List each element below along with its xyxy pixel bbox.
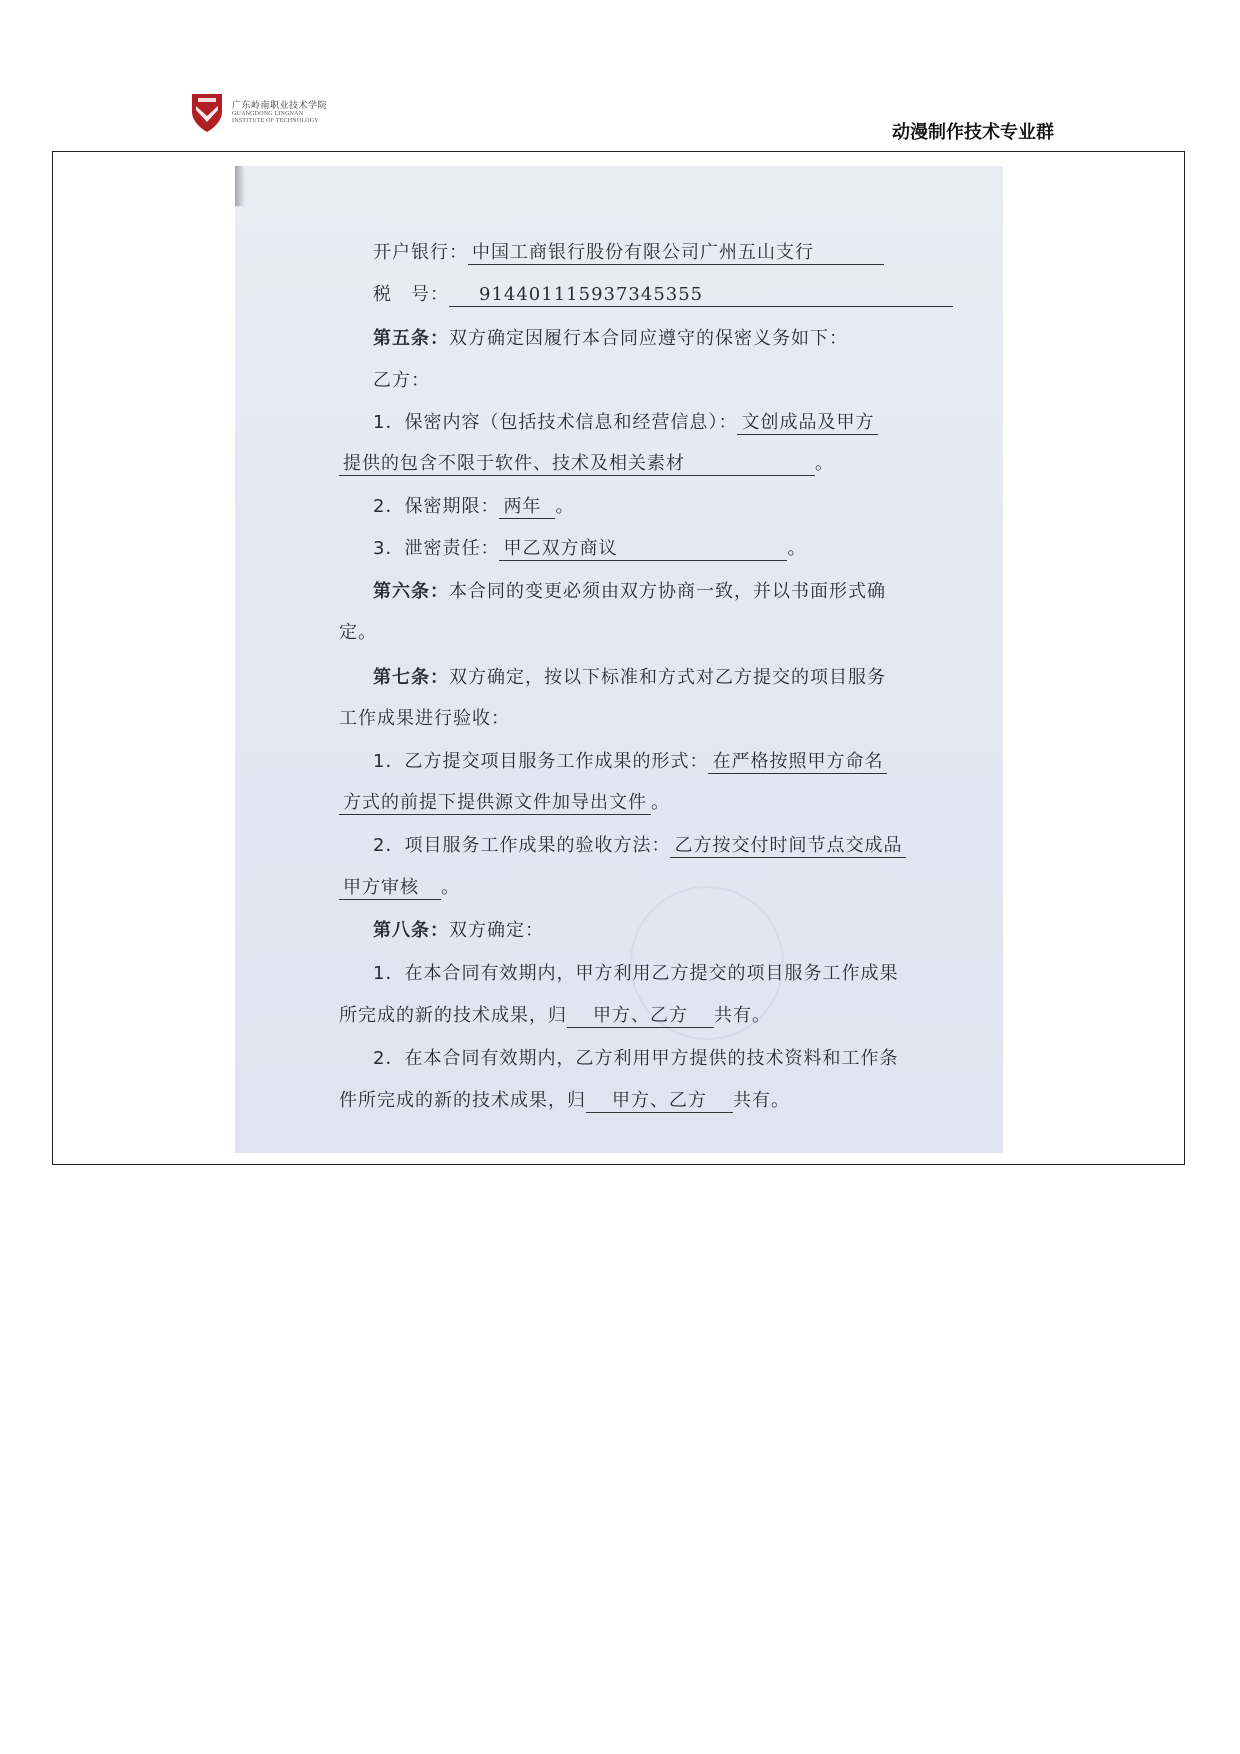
- article-8-item1-value: 甲方、乙方: [567, 1006, 714, 1028]
- article-7-item1-prefix: 1．乙方提交项目服务工作成果的形式：: [373, 751, 709, 772]
- item1-value-b: 提供的包含不限于软件、技术及相关素材: [339, 454, 815, 476]
- article-6: [373, 577, 886, 603]
- school-name-cn: 广东岭南职业技术学院: [232, 100, 328, 111]
- tax-line: [373, 280, 953, 307]
- article-7-text-b: 工作成果进行验收：: [339, 708, 510, 729]
- article-8-item1-continued: [339, 1001, 771, 1028]
- bank-value: 中国工商银行股份有限公司广州五山支行: [468, 243, 884, 265]
- article-8-item1: 1．在本合同有效期内，甲方利用乙方提交的项目服务工作成果: [373, 963, 899, 984]
- tax-label: 税 号：: [373, 284, 449, 305]
- school-logo: [190, 92, 327, 134]
- article-7-text-a: 双方确定，按以下标准和方式对乙方提交的项目服务: [449, 667, 886, 688]
- item2-line: [373, 492, 574, 519]
- article-7-item2-end: 。: [441, 877, 460, 898]
- contract-photo: [235, 166, 1003, 1153]
- article-8-item1-suffix: 共有。: [714, 1005, 771, 1026]
- item1-end: 。: [815, 453, 834, 474]
- article-7-item2-continued: [339, 873, 460, 900]
- page-header-title: 动漫制作技术专业群: [892, 122, 1054, 143]
- bank-line: [373, 238, 884, 265]
- article-6-text-b: 定。: [339, 622, 377, 643]
- tax-value: 914401115937345355: [449, 285, 953, 307]
- item3-prefix: 3．泄密责任：: [373, 538, 500, 559]
- party-b-line: 乙方：: [373, 370, 430, 391]
- photo-corner-shadow: [235, 166, 245, 206]
- article-8-item2: 2．在本合同有效期内，乙方利用甲方提供的技术资料和工作条: [373, 1048, 899, 1069]
- article-8: [373, 916, 544, 942]
- article-8-item2-prefix: 件所完成的新的技术成果，归: [339, 1090, 586, 1111]
- article-7-item2-value-b: 甲方审核: [339, 878, 441, 900]
- article-7-item2: [373, 831, 906, 858]
- article-5-text: 双方确定因履行本合同应遵守的保密义务如下：: [449, 328, 848, 349]
- item3-end: 。: [787, 538, 807, 559]
- article-5: [373, 324, 848, 350]
- item1-value-a: 文创成品及甲方: [737, 413, 878, 435]
- item2-end: 。: [555, 496, 575, 517]
- article-8-item2-value: 甲方、乙方: [586, 1091, 733, 1113]
- article-7-item1: [373, 747, 887, 774]
- article-7-item1-continued: [339, 788, 670, 815]
- article-7-label: 第七条：: [373, 667, 449, 688]
- school-name-en-2: INSTITUTE OF TECHNOLOGY: [232, 117, 319, 124]
- item3-line: [373, 534, 806, 561]
- article-8-item2-suffix: 共有。: [733, 1090, 790, 1111]
- school-name-en-1: GUANGDONG LINGNAN: [232, 111, 304, 118]
- article-5-label: 第五条：: [373, 328, 449, 349]
- article-7-item2-prefix: 2．项目服务工作成果的验收方法：: [373, 835, 671, 856]
- item2-value: 两年: [499, 497, 555, 519]
- item3-value: 甲乙双方商议: [499, 539, 787, 561]
- article-8-item1-prefix: 所完成的新的技术成果，归: [339, 1005, 567, 1026]
- article-7-item1-value-a: 在严格按照甲方命名: [708, 752, 887, 774]
- shield-logo-icon: [190, 92, 224, 134]
- item1-continued: [339, 449, 834, 476]
- article-6-label: 第六条：: [373, 581, 449, 602]
- item1-prefix: 1．保密内容（包括技术信息和经营信息）：: [373, 412, 738, 433]
- article-8-item2-continued: [339, 1086, 790, 1113]
- article-7-item1-end: 。: [651, 792, 670, 813]
- article-7-item1-value-b: 方式的前提下提供源文件加导出文件: [339, 793, 651, 815]
- bank-label: 开户银行：: [373, 242, 468, 263]
- article-6-text-a: 本合同的变更必须由双方协商一致，并以书面形式确: [449, 581, 886, 602]
- article-8-text: 双方确定：: [449, 920, 544, 941]
- item1-line: [373, 408, 878, 435]
- article-7: [373, 663, 886, 689]
- item2-prefix: 2．保密期限：: [373, 496, 500, 517]
- article-8-label: 第八条：: [373, 920, 449, 941]
- article-7-item2-value-a: 乙方按交付时间节点交成品: [670, 836, 906, 858]
